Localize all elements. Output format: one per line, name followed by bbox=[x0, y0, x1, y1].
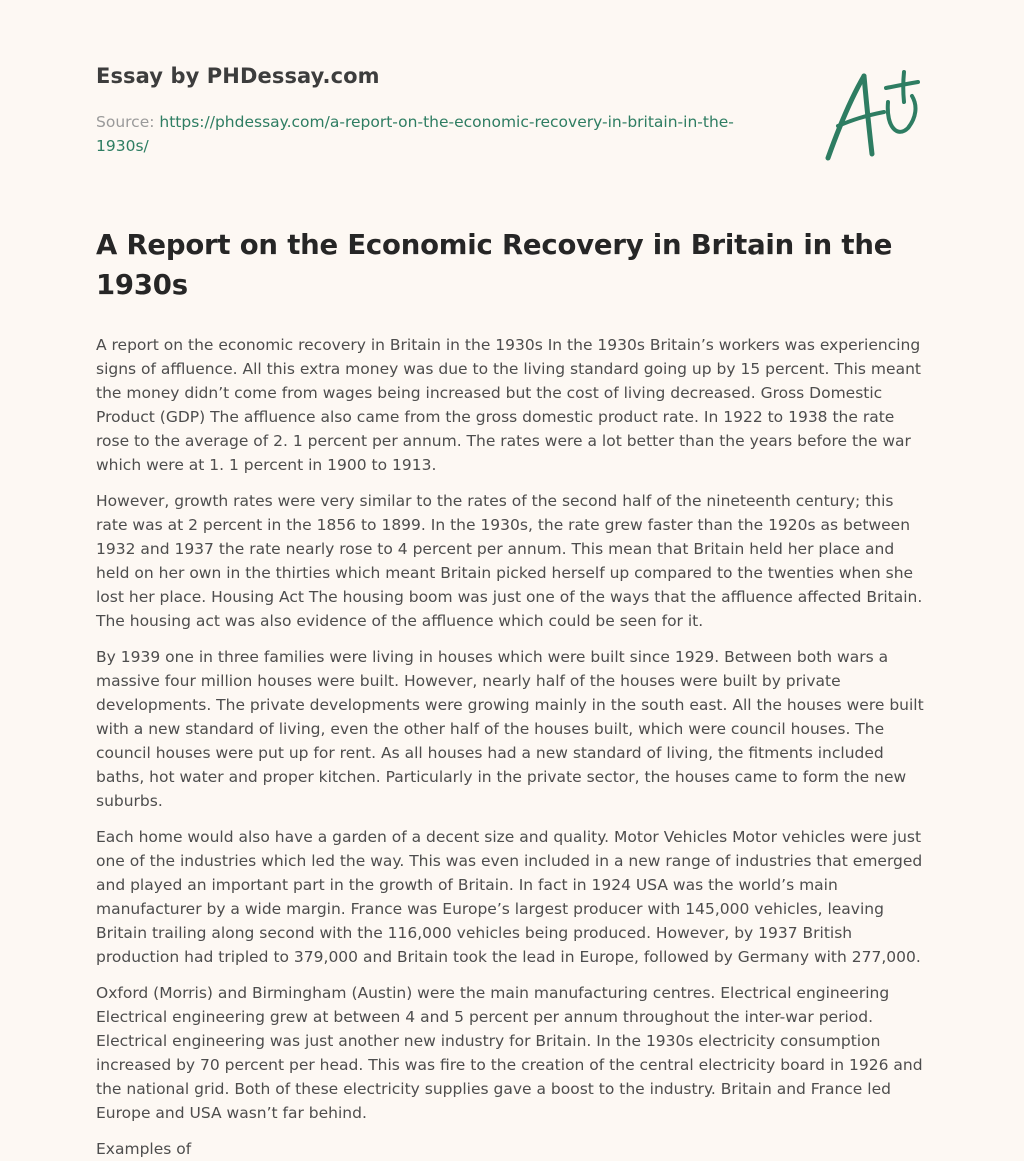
source-label: Source: bbox=[96, 113, 160, 131]
paragraph-5: Oxford (Morris) and Birmingham (Austin) were the main manufacturing centres. Electrical engineering Electrical engineering grew at between 4 and 5 percent per annum throughout the inter-war period. Electrical engineering was just another new industry for Britain. In the 1930s electricity consumption increased by 70 percent per head. This was fire to the creation of the central electricity board in 1926 and the national grid. Both of these electricity supplies gave a boost to the industry. Britain and France led Europe and USA wasn’t far behind. bbox=[96, 984, 923, 1122]
paragraph-3: By 1939 one in three families were living in houses which were built since 1929. Between both wars a massive four million houses were built. However, nearly half of the houses were built by private developments. The private developments were growing mainly in the south east. All the houses were built with a new standard of living, even the other half of the houses built, which were council houses. The council houses were put up for rent. As all houses had a new standard of living, the fitments included baths, hot water and proper kitchen. Particularly in the private sector, the houses came to form the new suburbs. bbox=[96, 648, 924, 810]
article-title: A Report on the Economic Recovery in Britain in the 1930s bbox=[96, 229, 893, 301]
source-line bbox=[96, 110, 736, 158]
paragraph-6: Examples of bbox=[96, 1140, 192, 1158]
paragraph-4: Each home would also have a garden of a decent size and quality. Motor Vehicles Motor vehicles were just one of the industries which led the way. This was even included in a new range of industries that emerged and played an important part in the growth of Britain. In fact in 1924 USA was the world’s main manufacturer by a wide margin. France was Europe’s largest producer with 145,000 vehicles, leaving Britain trailing along second with the 116,000 vehicles being produced. However, by 1937 British production had tripled to 379,000 and Britain took the lead in Europe, followed by Germany with 277,000. bbox=[96, 828, 923, 966]
site-title: Essay by PHDessay.com bbox=[96, 64, 380, 88]
paragraph-2: However, growth rates were very similar to the rates of the second half of the nineteenth century; this rate was at 2 percent in the 1856 to 1899. In the 1930s, the rate grew faster than the 1920s as between 1932 and 1937 the rate nearly rose to 4 percent per annum. This mean that Britain held her place and held on her own in the thirties which meant Britain picked herself up compared to the twenties when she lost her place. Housing Act The housing boom was just one of the ways that the affluence affected Britain. The housing act was also evidence of the affluence which could be seen for it. bbox=[96, 492, 923, 630]
article-body bbox=[96, 333, 928, 1161]
a-plus-logo-icon bbox=[824, 68, 928, 164]
source-link[interactable]: https://phdessay.com/a-report-on-the-economic-recovery-in-britain-in-the-1930s/ bbox=[96, 113, 734, 155]
page-header bbox=[96, 0, 928, 205]
paragraph-1: A report on the economic recovery in Britain in the 1930s In the 1930s Britain’s workers was experiencing signs of affluence. All this extra money was due to the living standard going up by 15 percent. This meant the money didn’t come from wages being increased but the cost of living decreased. Gross Domestic Product (GDP) The affluence also came from the gross domestic product rate. In 1922 to 1938 the rate rose to the average of 2. 1 percent per annum. The rates were a lot better than the years before the war which were at 1. 1 percent in 1900 to 1913. bbox=[96, 336, 921, 474]
